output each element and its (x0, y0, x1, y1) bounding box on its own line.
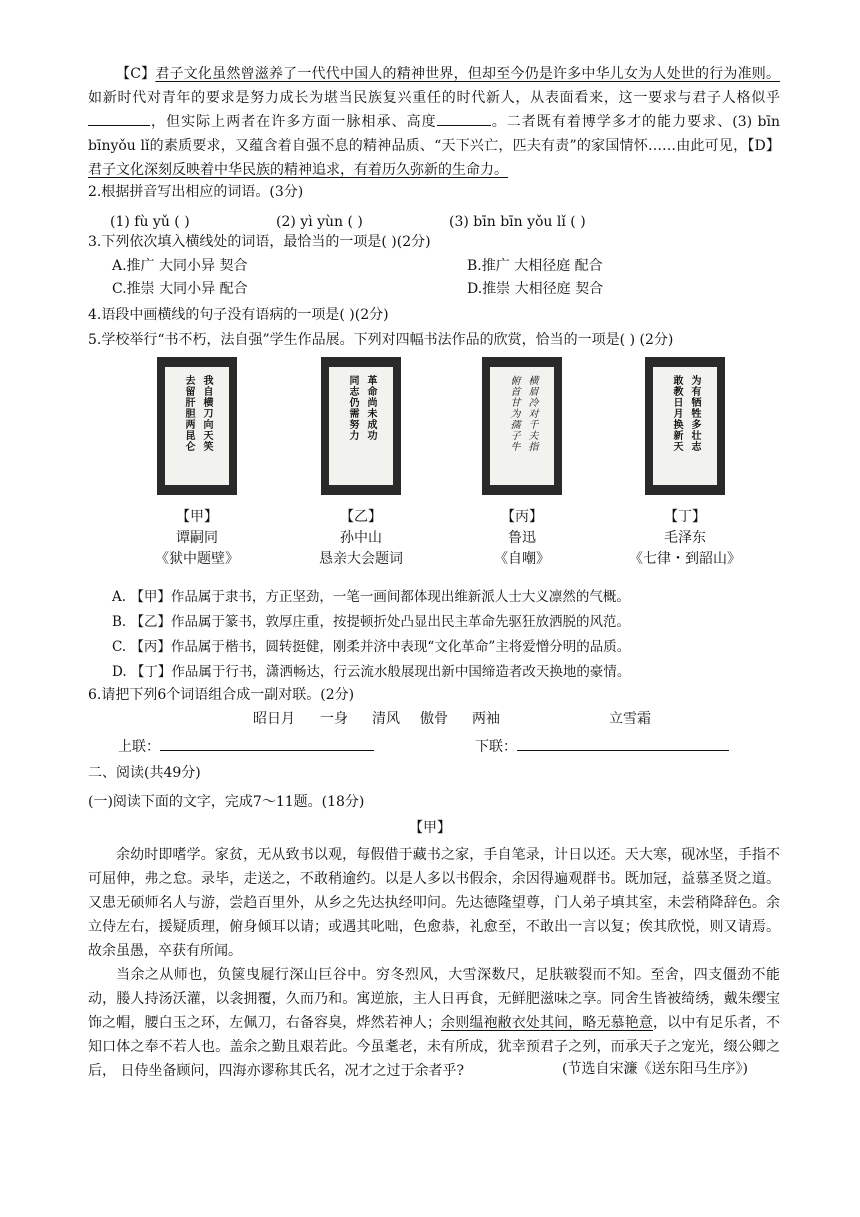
q6-word-4: 傲骨 (420, 711, 448, 727)
q6-word-6: 立雪霜 (609, 711, 651, 727)
q5-option-a: A. 【甲】作品属于隶书，方正坚劲，一笔一画间都体现出维新派人士大义凛然的气概。 (112, 589, 630, 605)
q6-word-3: 清风 (372, 711, 400, 727)
upper-couplet-label: 上联： (118, 739, 160, 755)
caption-ding-work: 《七律・到韶山》 (629, 551, 741, 567)
calligraphy-scroll-jia (157, 357, 237, 495)
caption-bing (452, 507, 592, 570)
passage-text-2: ，但实际上两者在许多方面一脉相承、高度 (150, 114, 437, 130)
scroll-yi-col-2: 同志仍需努力 (347, 375, 358, 441)
q3-option-b: B.推广 大相径庭 配合 (467, 258, 603, 274)
q6-word-5: 两袖 (472, 711, 500, 727)
essay-paragraph-1: 余幼时即嗜学。家贫，无从致书以观，每假借于藏书之家，手自笔录，计日以还。天大寒，砚冰坚，手指不可屈伸，弗之怠。录毕，走送之，不敢稍逾约。以是人多以书假余，余因得遍观群书。既加冠，益慕圣贤之道。又患无硕师名人与游，尝趋百里外，从乡之先达执经叩问。先达德隆望尊，门人弟子填其室，未尝稍降辞色。余立侍左右，援疑质理，俯身倾耳以请；或遇其叱咄，色愈恭，礼愈至，不敢出一言以复；俟其欣悦，则又请焉。故余虽愚，卒获有所闻。 (88, 847, 780, 959)
scroll-ding-col-2: 敢教日月换新天 (671, 375, 682, 452)
caption-jia-author: 谭嗣同 (176, 530, 218, 546)
lower-couplet-blank (517, 735, 729, 751)
q2-pinyin-2: (2) yì yùn ( ) (276, 214, 363, 230)
calligraphy-scroll-yi (321, 357, 401, 495)
q2-pinyin-3: (3) bīn bīn yǒu lǐ ( ) (449, 214, 586, 230)
essay-underlined-sentence: 余则缊袍敝衣处其间，略无慕艳意 (441, 1015, 653, 1031)
tag-d: 【D】 (747, 138, 780, 154)
caption-yi-author: 孙中山 (340, 530, 382, 546)
scroll-bing-col-1: 横眉冷对千夫指 (526, 375, 537, 452)
caption-yi-tag: 【乙】 (340, 509, 382, 525)
q3-option-a: A.推广 大同小异 契合 (112, 258, 248, 274)
q3-title: 3.下列依次填入横线处的词语，最恰当的一项是( )(2分) (88, 234, 431, 250)
q6-word-1: 昭日月 (253, 711, 295, 727)
upper-couplet-blank (160, 735, 374, 751)
tag-c: 【C】 (116, 66, 156, 82)
passage-text-3: 。二者既有着博学多才的能力要求、(3) bīn bīnyǒu lǐ的素质要求，又蕴含着自强不息的精神品质、“天下兴亡，匹夫有责”的家国情怀……由此可见， (88, 114, 781, 154)
upper-couplet-row (118, 735, 374, 757)
calligraphy-scroll-ding (645, 357, 725, 495)
q6-word-2: 一身 (320, 711, 348, 727)
passage-text-1: 如新时代对青年的要求是努力成长为堪当民族复兴重任的时代新人，从表面看来，这一要求与君子人格似乎 (88, 90, 780, 106)
q2-title: 2.根据拼音写出相应的词语。(3分) (88, 184, 304, 200)
section-2-title: 二、阅读(共49分) (88, 765, 201, 781)
caption-ding-tag: 【丁】 (664, 509, 706, 525)
lower-couplet-label: 下联： (475, 739, 517, 755)
caption-yi-work: 恳亲大会题词 (319, 551, 403, 567)
scroll-ding-col-1: 为有牺牲多壮志 (689, 375, 700, 452)
underlined-sentence-c: 君子文化虽然曾滋养了一代代中国人的精神世界，但却至今仍是许多中华儿女为人处世的行为准则。 (155, 66, 781, 82)
lower-couplet-row (475, 735, 729, 757)
q5-option-d: D. 【丁】作品属于行书，潇洒畅达，行云流水般展现出新中国缔造者改天换地的豪情。 (112, 664, 631, 680)
q5-title: 5.学校举行“书不朽，法自强”学生作品展。下列对四幅书法作品的欣赏，恰当的一项是( ) (2分) (88, 332, 674, 348)
section-2-subtitle: (一)阅读下面的文字，完成7～11题。(18分) (88, 794, 365, 810)
q2-pinyin-1: (1) fù yǔ ( ) (110, 214, 190, 230)
passage-c (88, 62, 780, 182)
caption-bing-work: 《自嘲》 (494, 551, 550, 567)
calligraphy-scroll-bing (482, 357, 562, 495)
blank-2 (437, 111, 491, 126)
caption-bing-tag: 【丙】 (501, 509, 543, 525)
q6-title: 6.请把下列6个词语组合成一副对联。(2分) (88, 687, 355, 703)
q4-title: 4.语段中画横线的句子没有语病的一项是( )(2分) (88, 307, 389, 323)
scroll-bing-col-2: 俯首甘为孺子牛 (508, 375, 519, 452)
essay-source: (节选自宋濂《送东阳马生序》) (562, 1061, 748, 1077)
caption-bing-author: 鲁迅 (508, 530, 536, 546)
underlined-sentence-d: 君子文化深刻反映着中华民族的精神追求，有着历久弥新的生命力。 (88, 162, 508, 178)
caption-jia-tag: 【甲】 (176, 509, 218, 525)
q3-option-c: C.推崇 大同小异 配合 (112, 281, 248, 297)
scroll-yi-col-1: 革命尚未成功 (365, 375, 376, 441)
caption-jia (127, 507, 267, 570)
q5-option-c: C. 【丙】作品属于楷书，圆转挺健，刚柔并济中表现“文化革命”主将爱憎分明的品质。 (112, 639, 631, 655)
caption-jia-work: 《狱中题壁》 (155, 551, 239, 567)
passage-jia-heading: 【甲】 (409, 820, 451, 836)
caption-ding-author: 毛泽东 (664, 530, 706, 546)
essay-p2-text-a: 当余之从师也，负箧曳屣行深山巨谷中。穷冬烈风，大雪深数尺，足肤皲裂而不知。至舍，四支僵劲不能动，媵人持汤沃灌，以衾拥覆，久而乃和。寓逆旅，主人日再食，无鲜肥滋味之享。同舍生皆被绮绣，戴朱缨宝饰之帽，腰白玉之环，左佩刀，右备容臭，烨然若神人； (88, 967, 780, 1031)
essay-p2-text-b: ，以中有足乐者，不知口体之奉不若人也。盖余之勤且艰若此。今虽耄老，未有所成，犹幸预君子之列，而承天子之宠光，缀公卿之后， 日侍坐备顾问，四海亦谬称其氏名，况才之过于余者乎? (88, 1015, 780, 1079)
scroll-jia-col-1: 我自横刀向天笑 (201, 375, 212, 452)
q3-option-d: D.推崇 大相径庭 契合 (467, 281, 604, 297)
scroll-jia-col-2: 去留肝胆两昆仑 (183, 375, 194, 452)
blank-1 (88, 111, 150, 126)
caption-ding (615, 507, 755, 570)
caption-yi (291, 507, 431, 570)
q5-option-b: B. 【乙】作品属于篆书，敦厚庄重，按提顿折处凸显出民主革命先驱狂放洒脱的风范。 (112, 614, 631, 630)
